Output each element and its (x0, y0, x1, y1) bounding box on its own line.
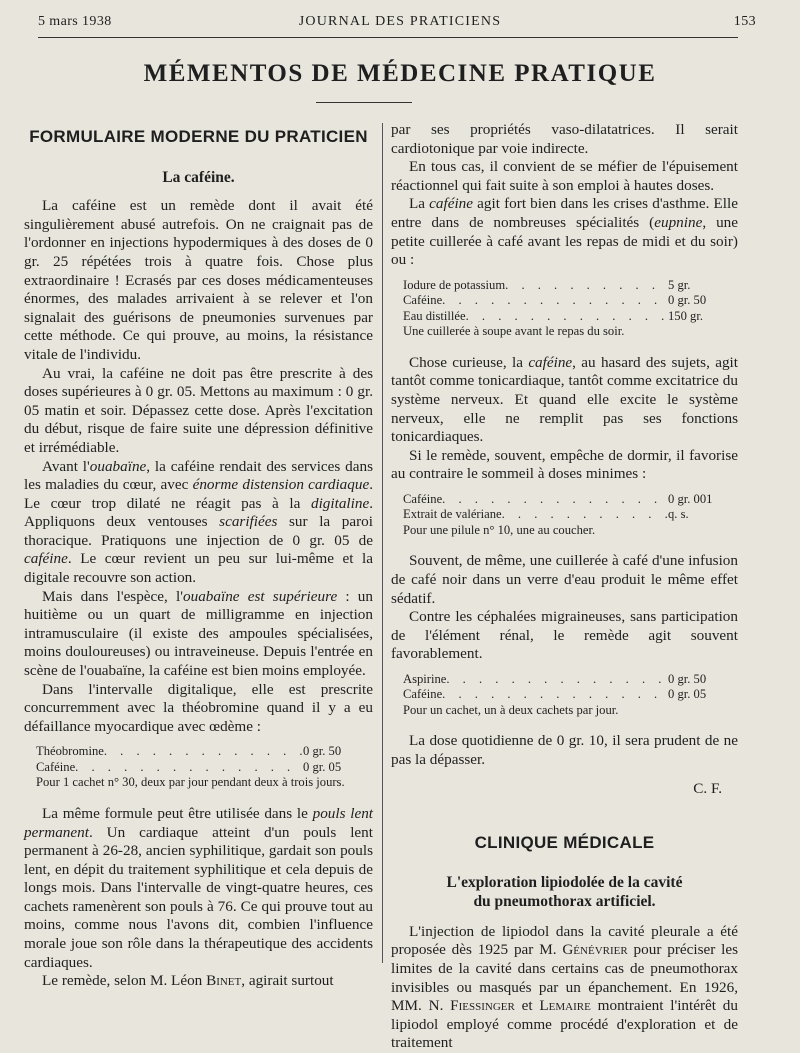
article-subtitle: La caféine. (162, 168, 235, 186)
paragraph: Si le remède, souvent, empêche de dormir, il favorise au contraire le sommeil à doses minimes : (391, 446, 738, 483)
paragraph: Souvent, de même, une cuillerée à café d'une infusion de café noir dans un verre d'eau produit le même effet sédatif. (391, 552, 738, 607)
formula-row: Caféine . . . 0 gr. 05 (403, 687, 738, 703)
section-heading: FORMULAIRE MODERNE DU PRATICIEN (29, 127, 368, 146)
formula-note: Une cuillerée à soupe avant le repas du soir. (403, 324, 625, 339)
journal-name: JOURNAL DES PRATICIENS (298, 14, 502, 29)
header-rule (38, 37, 738, 38)
formula-row: Iodure de potassium . . . 5 gr. (403, 278, 738, 294)
formula-row: Extrait de valériane . . . q. s. (403, 507, 738, 523)
paragraph: Au vrai, la caféine ne doit pas être prescrite à des doses supérieures à 0 gr. 05. Mettons au maximum : 0 gr. 05 matin et soir. Dépassez cette dose. Après l'excitation du début, risque de faire suite une dépression définitive et irrémédiable. (24, 364, 373, 456)
formula-row: Caféine . . . 0 gr. 05 (36, 760, 373, 776)
page-number: 153 (733, 14, 756, 29)
section-heading: CLINIQUE MÉDICALE (474, 833, 655, 853)
paragraph: par ses propriétés vaso-dilatatrices. Il serait cardiotonique par voie indirecte. (391, 121, 738, 157)
article-title: L'exploration lipiodolée de la cavité du pneumothorax artificiel. (446, 873, 683, 910)
title-rule (316, 102, 412, 103)
paragraph: Le remède, selon M. Léon Binet, agirait surtout (42, 972, 334, 990)
prescription-formula (391, 492, 738, 539)
paragraph: La caféine est un remède dont il avait été singulièrement abusé autrefois. On ne craignait pas de l'ordonner en injections hypodermiques à des doses de 0 gr. 25 répétées trois à quatre fois. Chose plus extraordinaire ! Ecrasés par ces doses médicamenteuses énormes, des malades arrivaient à se relever et l'on signalait des guérisons de pneumonies survenues par cette méthode. Ce qui prouve, au moins, la résistance vitale de l'individu. (24, 197, 373, 363)
left-column (24, 122, 373, 991)
paragraph: Mais dans l'espèce, l'ouabaïne est supérieure : un huitième ou un quart de milligramme en injection intramusculaire (il existe des ampoules spécialisées, moins douloureuses) ou intraveineuse. Depuis l'entrée en scène de l'ouabaïne, la caféine est bien moins employée. (24, 587, 373, 680)
paragraph: Dans l'intervalle digitalique, elle est prescrite concurremment avec la théobromine quand il y a eu défaillance myocardique avec œdème : (24, 680, 373, 735)
page-title: MÉMENTOS DE MÉDECINE PRATIQUE (143, 60, 657, 87)
formula-note: Pour 1 cachet n° 30, deux par jour pendant deux à trois jours. (36, 775, 345, 790)
formula-row: Eau distillée . . . 150 gr. (403, 309, 738, 325)
formula-note: Pour une pilule n° 10, une au coucher. (403, 522, 596, 537)
paragraph: La caféine agit fort bien dans les crises d'asthme. Elle entre dans de nombreuses spécialités (eupnine, une petite cuillerée à café avant les repas de midi et du soir) ou : (391, 195, 739, 269)
paragraph: Contre les céphalées migraineuses, sans participation de l'élément rénal, le remède agit souvent favorablement. (391, 608, 738, 663)
paragraph: En tous cas, il convient de se méfier de l'épuisement réactionnel qui fait suite à son emploi à hautes doses. (391, 158, 738, 194)
paragraph: La même formule peut être utilisée dans le pouls lent permanent. Un cardiaque atteint d'un pouls lent permanent à 26-28, ancien syphilitique, gardait son pouls lent, en dépit du traitement syphilitique et cela depuis de longs mois. Dans l'intervalle de vingt-quatre heures, ces cachets ramenèrent son pouls à 76. Ce qui prouve tout au moins, comme nous l'avons dit, combien l'influence morale joue son rôle dans la thérapeutique des accidents cardiaques. (24, 804, 374, 971)
paragraph: L'injection de lipiodol dans la cavité pleurale a été proposée dès 1925 par M. Génévrier pour préciser les limites de la cavité dans certains cas de pneumothorax invisibles ou masqués par un épanchement. En 1926, MM. N. Fiessinger et Lemaire montraient l'intérêt du lipiodol employé comme procédé d'exploration et de traitement (391, 922, 738, 1052)
paragraph: Avant l'ouabaïne, la caféine rendait des services dans les maladies du cœur, avec énorme distension cardiaque. Le cœur trop dilaté ne réagit pas à la digitaline. Appliquons deux ventouses scarifiées sur la paroi thoracique. Pratiquons une injection de 0 gr. 05 de caféine. Le cœur revient un peu sur lui-même et la digitale recouvre son action. (24, 457, 373, 587)
formula-row: Théobromine . . . 0 gr. 50 (36, 744, 373, 760)
formula-row: Aspirine . . . 0 gr. 50 (403, 672, 738, 688)
formula-row: Caféine . . . 0 gr. 50 (403, 293, 738, 309)
paragraph: Chose curieuse, la caféine, au hasard des sujets, agit tantôt comme tonicardiaque, tantôt comme excitatrice du système nerveux. Et quand elle excite le système nerveux, elle ne remplit pas ses fonctions tonicardiaques. (391, 353, 738, 446)
paragraph: La dose quotidienne de 0 gr. 10, il sera prudent de ne pas la dépasser. (391, 732, 738, 769)
author-signature: C. F. (693, 779, 722, 797)
prescription-formula (391, 278, 738, 340)
formula-row: Caféine . . . 0 gr. 001 (403, 492, 738, 508)
right-column (391, 121, 738, 1053)
prescription-formula (24, 744, 373, 791)
formula-note: Pour un cachet, un à deux cachets par jour. (403, 702, 619, 717)
running-header (38, 14, 762, 36)
column-divider (382, 123, 383, 963)
issue-date: 5 mars 1938 (38, 14, 112, 29)
prescription-formula (391, 672, 738, 719)
